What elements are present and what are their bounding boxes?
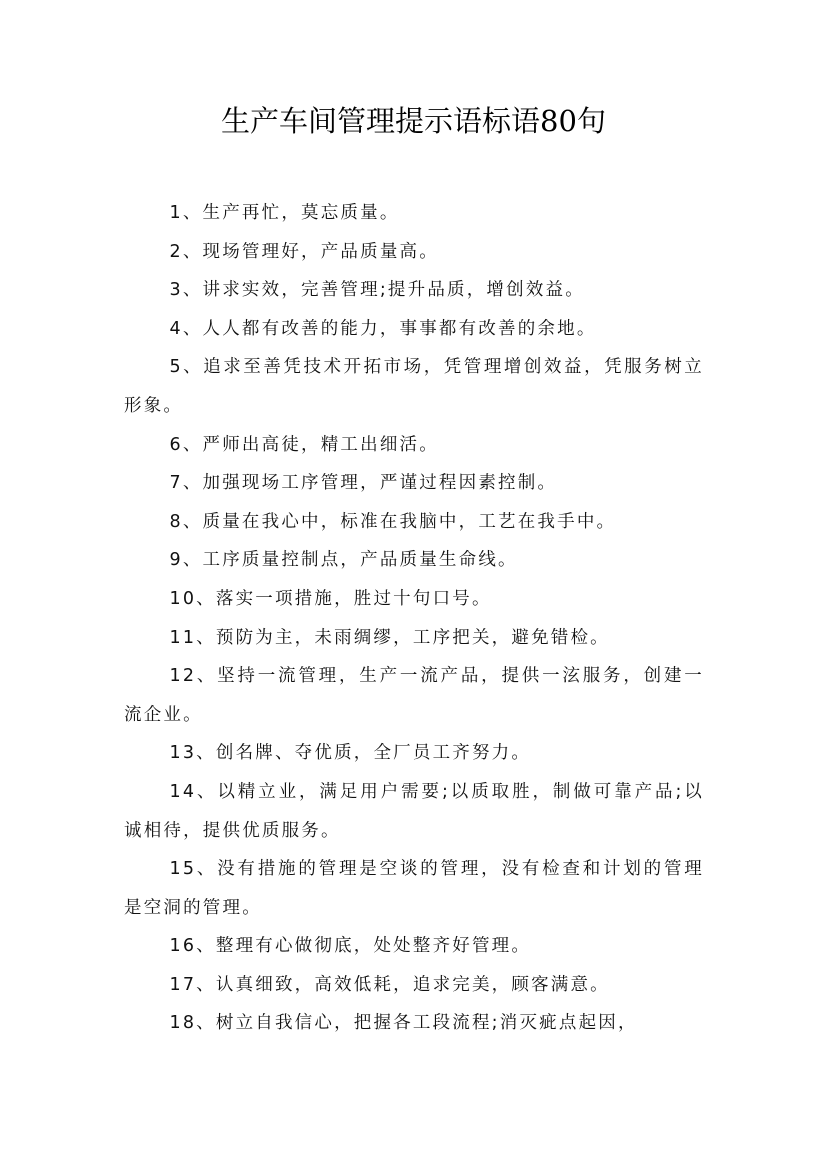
slogan-item-8: 8、质量在我心中，标准在我脑中，工艺在我手中。 [169, 511, 617, 532]
slogan-item-12: 12、坚持一流管理，生产一流产品，提供一泫服务，创建一流企业。 [124, 666, 704, 725]
slogan-item-2: 2、现场管理好，产品质量高。 [169, 241, 439, 262]
document-title: 生产车间管理提示语标语80句 [221, 104, 606, 138]
slogan-item-1: 1、生产再忙，莫忘质量。 [169, 203, 400, 223]
slogan-item-5: 5、追求至善凭技术开拓市场，凭管理增创效益，凭服务树立形象。 [124, 357, 704, 416]
slogan-item-18: 18、树立自我信心，把握各工段流程;消灭疵点起因， [169, 1013, 638, 1034]
slogan-item-16: 16、整理有心做彻底，处处整齐好管理。 [169, 936, 532, 957]
slogan-item-14: 14、以精立业，满足用户需要;以质取胜，制做可靠产品;以诚相待，提供优质服务。 [124, 781, 704, 841]
slogan-list [124, 194, 704, 1043]
slogan-item-4: 4、人人都有改善的能力，事事都有改善的余地。 [169, 318, 597, 339]
slogan-item-3: 3、讲求实效，完善管理;提升品质，增创效益。 [169, 280, 585, 301]
slogan-item-9: 9、工序质量控制点，产品质量生命线。 [169, 550, 518, 571]
slogan-item-13: 13、创名牌、夺优质，全厂员工齐努力。 [169, 743, 532, 764]
slogan-item-15: 15、没有措施的管理是空谈的管理，没有检查和计划的管理是空洞的管理。 [124, 859, 704, 918]
slogan-item-10: 10、落实一项措施，胜过十句口号。 [169, 588, 492, 609]
slogan-item-11: 11、预防为主，未雨绸缪，工序把关，避免错检。 [169, 627, 610, 648]
slogan-item-7: 7、加强现场工序管理，严谨过程因素控制。 [169, 473, 558, 494]
slogan-item-17: 17、认真细致，高效低耗，追求完美，顾客满意。 [169, 974, 610, 995]
slogan-item-6: 6、严师出高徒，精工出细活。 [169, 434, 439, 455]
